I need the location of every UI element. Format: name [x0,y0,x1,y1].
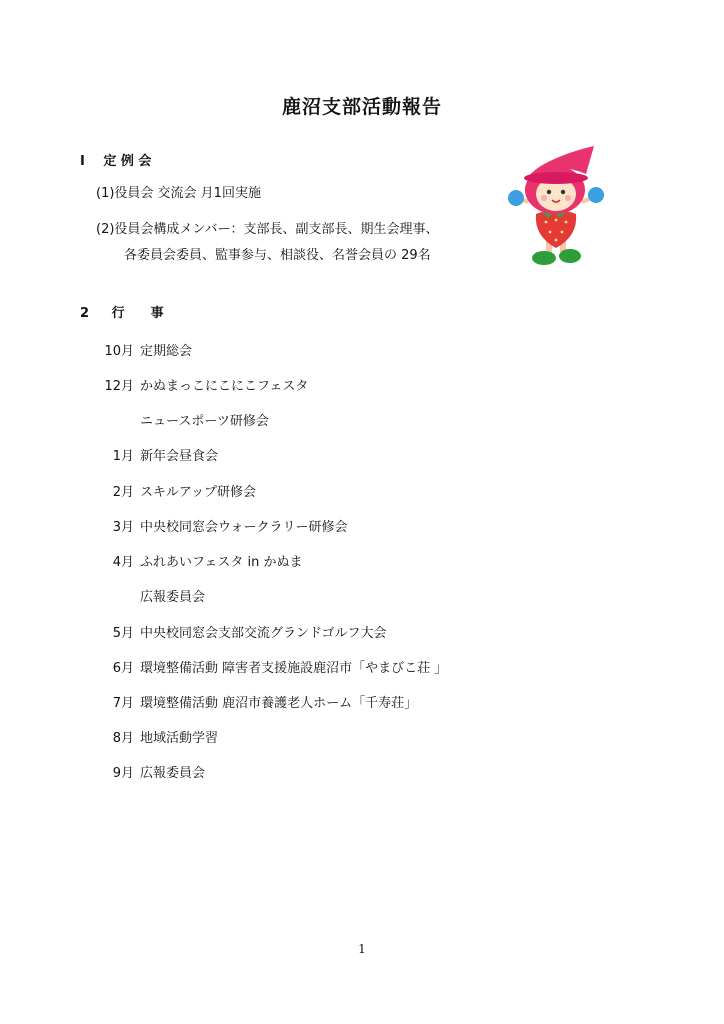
event-row [90,410,269,429]
event-month: 10月 [104,344,134,359]
section2-title: 行 事 [111,306,164,321]
event-row [90,340,192,359]
event-row [90,375,308,394]
event-text: ふれあいフェスタ in かぬま [140,555,303,570]
event-month: 5月 [112,626,134,641]
event-text: スキルアップ研修会 [140,485,256,500]
page-number: 1 [358,942,366,956]
event-month: 2月 [112,485,134,500]
event-text: 環境整備活動 鹿沼市養護老人ホーム「千寿荘」 [140,696,418,711]
event-text: 広報委員会 [140,766,206,781]
section1-heading [80,150,151,169]
event-month: 9月 [112,766,134,781]
event-text: 中央校同窓会ウォークラリー研修会 [140,520,348,535]
section2-number: 2 [80,306,90,321]
event-row [90,516,347,535]
event-month: 8月 [112,731,134,746]
right-shoe-icon [559,249,581,263]
event-month: 4月 [112,555,134,570]
item-label: (2) [96,222,115,237]
section2-heading [80,302,164,321]
strawberry-body-icon [536,210,576,248]
item-label: (1) [96,186,115,201]
event-text: 広報委員会 [140,590,206,605]
section1-item-2 [96,218,439,237]
section1-title: 定 例 会 [103,154,152,169]
event-text: 定期総会 [140,344,193,359]
left-glove-icon [508,190,524,206]
page-title: 鹿沼支部活動報告 [281,96,442,118]
event-month: 12月 [104,379,134,394]
event-text: 新年会昼食会 [140,449,219,464]
event-row [90,481,256,500]
section1-number: Ⅰ [80,154,85,169]
mascot-illustration [508,140,606,268]
item-text: 役員会構成メンバー：支部長、副支部長、期生会理事、 [114,222,439,237]
event-row [90,727,218,746]
event-month: 6月 [112,661,134,676]
event-text: ニュースポーツ研修会 [140,414,269,429]
event-month: 1月 [112,449,134,464]
event-row [90,692,417,711]
event-text: 地域活動学習 [140,731,219,746]
event-row [90,445,218,464]
event-row [90,586,205,605]
event-month: 7月 [112,696,134,711]
item-text: 役員会 交流会 月1回実施 [114,186,261,201]
right-glove-icon [588,187,604,203]
event-text: 環境整備活動 障害者支援施設鹿沼市「やまびこ荘 」 [140,661,448,676]
event-row [90,622,386,641]
event-month: 3月 [112,520,134,535]
section1-item-1 [96,182,261,201]
event-text: かぬまっこにこにこフェスタ [140,379,309,394]
event-row [90,657,447,676]
left-shoe-icon [532,251,556,265]
event-row [90,762,205,781]
section1-item-2-continuation: 各委員会委員、監事参与、相談役、名誉会員の 29名 [124,248,431,263]
event-text: 中央校同窓会支部交流グランドゴルフ大会 [140,626,387,641]
event-row [90,551,302,570]
